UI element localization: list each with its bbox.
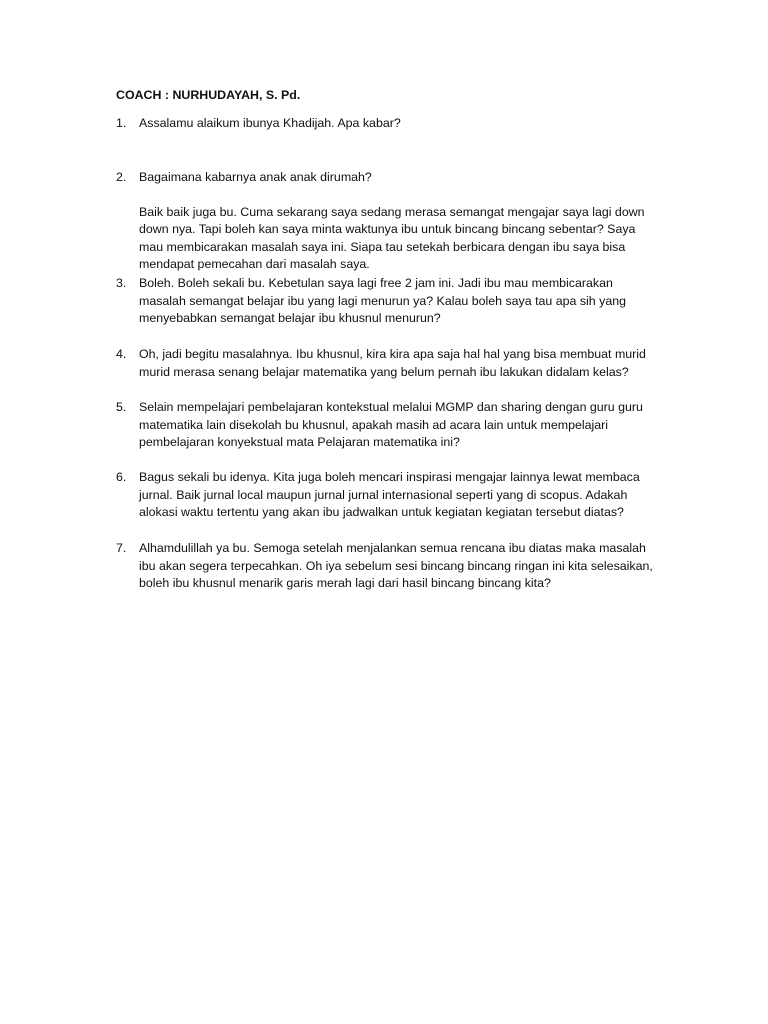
item-text: Assalamu alaikum ibunya Khadijah. Apa kabar? xyxy=(139,116,401,130)
list-item-6 xyxy=(116,469,676,522)
item-text: Boleh. Boleh sekali bu. Kebetulan saya lagi free 2 jam ini. Jadi ibu mau membicarakan masalah semangat belajar ibu yang lagi menurun ya? Kalau boleh saya tau apa sih yang menyebabkan semangat belajar ibu khusnul menurun? xyxy=(139,276,626,326)
item-number: 1. xyxy=(116,116,127,130)
list-item-5 xyxy=(116,399,676,452)
coach-title: COACH : NURHUDAYAH, S. Pd. xyxy=(116,88,301,102)
item-response-text: Baik baik juga bu. Cuma sekarang saya sedang merasa semangat mengajar saya lagi down down nya. Tapi boleh kan saya minta waktunya ibu untuk bincang bincang sebentar? Saya mau membicarakan masalah saya ini. Siapa tau setekah berbicara dengan ibu saya bisa mendapat pemecahan dari masalah saya. xyxy=(139,204,645,272)
item-text: Bagaimana kabarnya anak anak dirumah? xyxy=(139,170,372,184)
item-text: Oh, jadi begitu masalahnya. Ibu khusnul, kira kira apa saja hal hal yang bisa membuat murid murid merasa senang belajar matematika yang belum pernah ibu lakukan didalam kelas? xyxy=(139,347,646,379)
item-text: Selain mempelajari pembelajaran kontekstual melalui MGMP dan sharing dengan guru guru matematika lain disekolah bu khusnul, apakah masih ad acara lain untuk mempelajari pembelajaran konyekstual mata Pelajaran matematika ini? xyxy=(139,400,643,450)
list-item-2 xyxy=(116,169,676,274)
list-item-7 xyxy=(116,540,676,593)
list-item-4 xyxy=(116,346,676,381)
item-number: 2. xyxy=(116,170,127,184)
item-text: Bagus sekali bu idenya. Kita juga boleh mencari inspirasi mengajar lainnya lewat membaca jurnal. Baik jurnal local maupun jurnal jurnal internasional seperti yang di scopus. Adakah alokasi waktu tertentu yang akan ibu jadwalkan untuk kegiatan kegiatan tersebut diatas? xyxy=(139,470,640,520)
item-number: 7. xyxy=(116,541,127,555)
list-item-3 xyxy=(116,275,676,328)
item-number: 6. xyxy=(116,470,127,484)
item-number: 3. xyxy=(116,276,127,290)
item-text: Alhamdulillah ya bu. Semoga setelah menjalankan semua rencana ibu diatas maka masalah ibu akan segera terpecahkan. Oh iya sebelum sesi bincang bincang ringan ini kita selesaikan, boleh ibu khusnul menarik garis merah lagi dari hasil bincang bincang kita? xyxy=(139,541,653,591)
item-number: 4. xyxy=(116,347,127,361)
list-item-1 xyxy=(116,115,676,133)
item-number: 5. xyxy=(116,400,127,414)
